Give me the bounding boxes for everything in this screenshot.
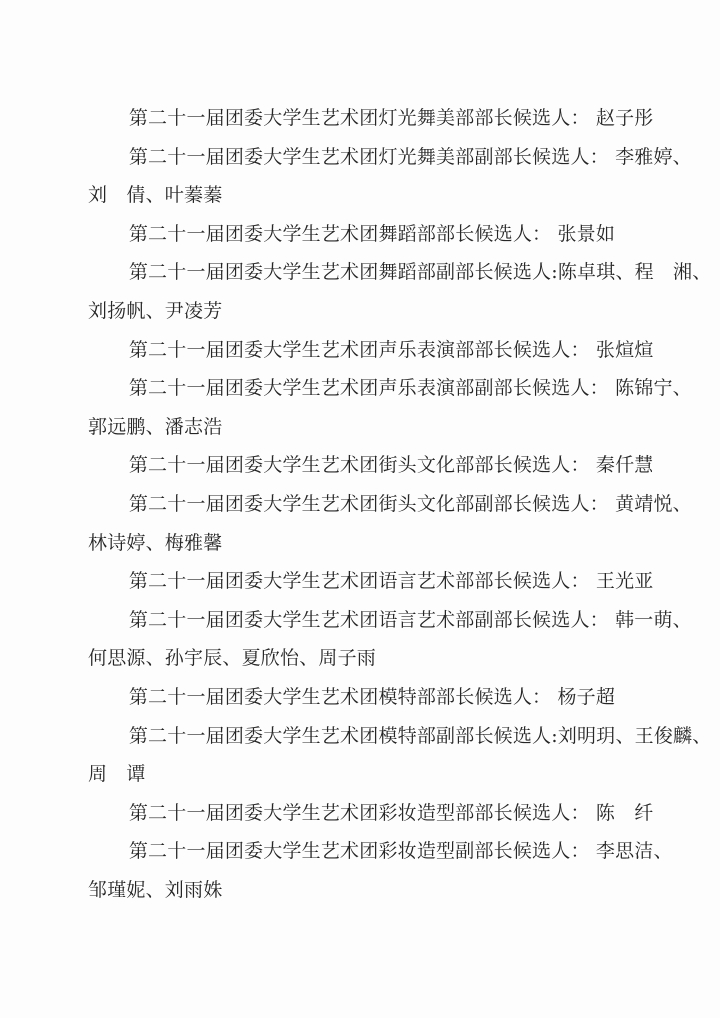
document-line: 邹瑾妮、刘雨姝 [88,878,223,901]
document-line: 第二十一届团委大学生艺术团彩妆造型副部长候选人： 李思洁、 [128,840,673,863]
document-line: 第二十一届团委大学生艺术团舞蹈部部长候选人： 张景如 [128,222,616,245]
document-line: 林诗婷、梅雅馨 [88,531,223,554]
document-line: 刘扬帆、尹凌芳 [88,299,223,322]
document-line: 周 谭 [88,763,146,786]
document-line: 第二十一届团委大学生艺术团声乐表演部副部长候选人： 陈锦宁、 [128,377,692,400]
document-line: 第二十一届团委大学生艺术团语言艺术部部长候选人： 王光亚 [128,570,654,593]
document-line: 第二十一届团委大学生艺术团模特部副部长候选人:刘明玥、王俊麟、 [128,724,712,747]
document-line: 刘 倩、叶蓁蓁 [88,184,223,207]
document-line: 第二十一届团委大学生艺术团模特部部长候选人： 杨子超 [128,685,616,708]
document-line: 第二十一届团委大学生艺术团灯光舞美部部长候选人： 赵子彤 [128,107,654,129]
document-line: 第二十一届团委大学生艺术团语言艺术部副部长候选人： 韩一萌、 [128,608,692,631]
document-line: 第二十一届团委大学生艺术团舞蹈部副部长候选人:陈卓琪、程 湘、 [128,261,712,284]
document-line: 郭远鹏、潘志浩 [88,415,223,438]
document-line: 第二十一届团委大学生艺术团彩妆造型部部长候选人： 陈 纤 [128,801,654,824]
document-line: 第二十一届团委大学生艺术团街头文化部副部长候选人： 黄靖悦、 [128,492,692,515]
document-line: 第二十一届团委大学生艺术团声乐表演部部长候选人： 张煊煊 [128,338,654,361]
document-line: 何思源、孙宇辰、夏欣怡、周子雨 [88,647,377,670]
document-line: 第二十一届团委大学生艺术团街头文化部部长候选人： 秦仟慧 [128,454,654,477]
document-line: 第二十一届团委大学生艺术团灯光舞美部副部长候选人： 李雅婷、 [128,145,692,168]
